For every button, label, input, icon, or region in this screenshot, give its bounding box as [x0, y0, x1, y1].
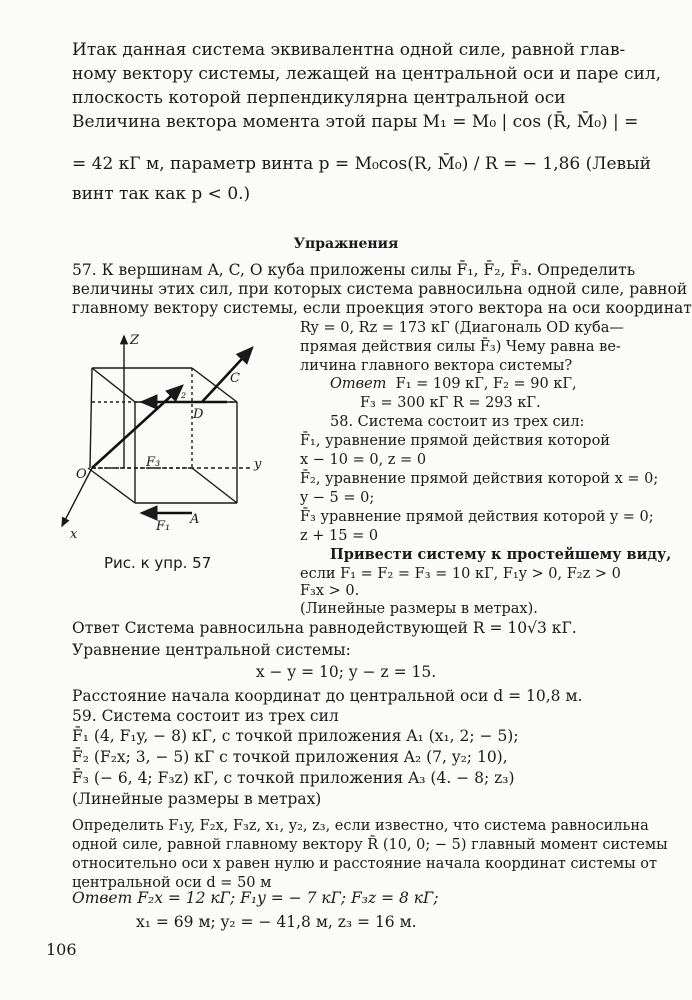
- ex59-answer: x₁ = 69 м; y₂ = − 41,8 м, z₃ = 16 м.: [136, 913, 417, 931]
- ex59-para: относительно оси x равен нулю и расстояние начала координат системы от: [72, 856, 658, 872]
- ex58-line: z + 15 = 0: [300, 528, 379, 544]
- ex58-central-eq: x − y = 10; y − z = 15.: [255, 663, 437, 681]
- ex58-line: F̄₁, уравнение прямой действия которой: [300, 433, 610, 449]
- ex59-answer: Ответ F₂x = 12 кГ; F₁y = − 7 кГ; F₃z = 8 кГ;: [72, 889, 439, 907]
- ex58-line: x − 10 = 0, z = 0: [300, 452, 427, 468]
- ex58-line: если F₁ = F₂ = F₃ = 10 кГ, F₁y > 0, F₂z > 0: [300, 566, 621, 582]
- cube-edge: [92, 368, 135, 402]
- ex58-line: F̄₂, уравнение прямой действия которой x = 0;: [300, 471, 659, 487]
- ex59-line: (Линейные размеры в метрах): [72, 790, 322, 808]
- page-number: 106: [46, 940, 77, 959]
- text-line: Итак данная система эквивалентна одной силе, равной глав-: [72, 40, 626, 60]
- label-o: O: [76, 467, 87, 482]
- text-line: плоскость которой перпендикулярна центральной оси: [72, 88, 566, 108]
- ex57-answer: [330, 374, 620, 394]
- ex59-line: 59. Система состоит из трех сил: [72, 707, 339, 725]
- ex58-answer: Ответ Система равносильна равнодействующей R = 10√3 кГ.: [72, 619, 577, 637]
- text-line: ному вектору системы, лежащей на центральной оси и паре сил,: [72, 64, 662, 84]
- ex57-answer: F₃ = 300 кГ R = 293 кГ.: [360, 395, 541, 411]
- cube-edge: [88, 468, 135, 503]
- ex58-central-title: Уравнение центральной системы:: [72, 641, 351, 659]
- cube-edge: [192, 468, 237, 503]
- ex59-line: F̄₃ (− 6, 4; F₃z) кГ, с точкой приложения A₃ (4. − 8; z₃): [72, 769, 515, 787]
- answer-label: Ответ: [330, 376, 387, 392]
- answer-value: F₁ = 109 кГ, F₂ = 90 кГ,: [395, 376, 577, 392]
- ex59-line: F̄₂ (F₂x; 3, − 5) кГ с точкой приложения A₂ (7, y₂; 10),: [72, 748, 508, 766]
- ex57-line: величины этих сил, при которых система равносильна одной силе, равной: [72, 280, 688, 298]
- ex58-line: y − 5 = 0;: [300, 490, 375, 506]
- ex58-line: F₃x > 0.: [300, 583, 360, 599]
- ex59-para: центральной оси d = 50 м: [72, 875, 272, 891]
- label-z: Z: [130, 333, 140, 348]
- ex59-para: одной силе, равной главному вектору R̄ (10, 0; − 5) главный момент системы: [72, 837, 668, 853]
- moment-line: Величина вектора момента этой пары M₁ = M₀ | cos (R̄, M̄₀) | =: [72, 112, 639, 132]
- ex57-line: 57. К вершинам A, C, O куба приложены силы F̄₁, F̄₂, F̄₃. Определить: [72, 261, 636, 279]
- cube-edge: [90, 368, 92, 468]
- cube-figure: [52, 318, 272, 548]
- ex58-line: 58. Система состоит из трех сил:: [330, 414, 585, 430]
- label-f2: F₂: [172, 387, 187, 402]
- section-title: Упражнения: [293, 236, 399, 252]
- ex57-line: главному вектору системы, если проекция этого вектора на оси координат: [72, 299, 692, 317]
- ex57-side-line: прямая действия силы F̄₃) Чему равна ве-: [300, 339, 621, 355]
- ex57-side-line: личина главного вектора системы?: [300, 358, 573, 374]
- label-f3: F₃: [146, 455, 161, 470]
- ex58-line: Привести систему к простейшему виду,: [330, 546, 672, 563]
- moment-line: = 42 кГ м, параметр винта p = M₀cos(R, M̄₀) / R = − 1,86 (Левый: [72, 154, 651, 174]
- label-f1: F₁: [156, 519, 171, 534]
- ex59-line: F̄₁ (4, F₁y, − 8) кГ, с точкой приложения A₁ (x₁, 2; − 5);: [72, 727, 519, 745]
- force-f3: [92, 386, 182, 468]
- ex58-line: F̄₃ уравнение прямой действия которой y = 0;: [300, 509, 654, 525]
- label-x: x: [70, 527, 78, 542]
- ex58-distance: Расстояние начала координат до центральной оси d = 10,8 м.: [72, 687, 583, 705]
- ex58-line: (Линейные размеры в метрах).: [300, 601, 538, 617]
- label-c: C: [230, 371, 240, 386]
- label-d: D: [193, 407, 204, 422]
- figure-caption: Рис. к упр. 57: [104, 554, 212, 572]
- label-y: y: [254, 457, 262, 472]
- ex59-para: Определить F₁y, F₂x, F₃z, x₁, y₂, z₃, если известно, что система равносильна: [72, 818, 649, 834]
- moment-line: винт так как p < 0.): [72, 184, 251, 204]
- label-a: A: [190, 512, 200, 527]
- ex57-side-line: Ry = 0, Rz = 173 кГ (Диагональ OD куба—: [300, 320, 624, 336]
